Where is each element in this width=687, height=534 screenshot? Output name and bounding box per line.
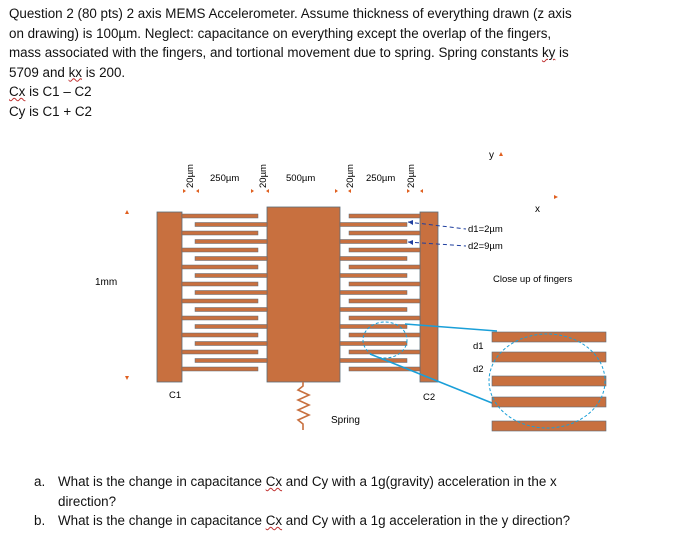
anchor-finger xyxy=(182,214,258,218)
anchor-finger xyxy=(182,248,258,252)
question-text-part: What is the change in capacitance xyxy=(58,474,266,489)
question-label: b. xyxy=(34,513,46,528)
mass-finger xyxy=(195,257,267,261)
dim-20um-4: 20µm xyxy=(406,164,417,188)
dim-20um-1: 20µm xyxy=(185,164,196,188)
anchor-finger xyxy=(182,333,258,337)
anchor-finger xyxy=(349,350,420,354)
closeup-title: Close up of fingers xyxy=(493,274,573,285)
dim-250um-2: 250µm xyxy=(366,173,396,184)
axis-y-arrow xyxy=(499,152,503,156)
anchor-finger xyxy=(182,231,258,235)
problem-statement xyxy=(9,4,681,121)
mass-finger xyxy=(195,342,267,346)
axis-x-label: x xyxy=(535,204,540,215)
anchor-finger xyxy=(349,214,420,218)
anchor-finger xyxy=(182,265,258,269)
anchor-finger xyxy=(349,231,420,235)
dim-1mm-arrow-top xyxy=(125,210,129,214)
dim-1mm: 1mm xyxy=(95,277,118,288)
mass-finger xyxy=(195,291,267,295)
d2-gap-label: d2=9µm xyxy=(468,241,503,252)
problem-line: Question 2 (80 pts) 2 axis MEMS Accelerometer. Assume thickness of everything drawn (z axis xyxy=(9,6,572,21)
anchor-finger xyxy=(182,367,258,371)
question-text-part: and Cy with a 1g acceleration in the y direction? xyxy=(282,513,571,528)
anchor-finger xyxy=(182,282,258,286)
anchor-finger xyxy=(182,350,258,354)
c2-label: C2 xyxy=(423,392,436,403)
right-anchor-c2 xyxy=(420,212,438,382)
cx-definition xyxy=(9,82,681,102)
c1-label: C1 xyxy=(169,390,182,401)
question-text xyxy=(58,472,674,511)
mass-finger xyxy=(195,359,267,363)
question-b xyxy=(34,511,674,531)
cx-symbol: Cx xyxy=(265,474,283,489)
mass-finger xyxy=(340,223,407,227)
anchor-finger xyxy=(182,299,258,303)
accelerometer-diagram xyxy=(0,140,687,470)
dim-20um-2: 20µm xyxy=(258,164,269,188)
anchor-finger xyxy=(349,333,420,337)
question-text-part: What is the change in capacitance xyxy=(58,513,266,528)
mass-finger xyxy=(340,257,407,261)
question-label: a. xyxy=(34,474,46,489)
question-text-part: direction? xyxy=(58,493,117,509)
closeup-finger xyxy=(492,376,606,386)
cx-symbol: Cx xyxy=(265,513,283,528)
anchor-finger xyxy=(349,299,420,303)
closeup-finger xyxy=(492,352,606,362)
dim-20um-3: 20µm xyxy=(345,164,356,188)
closeup-finger xyxy=(492,332,606,342)
problem-line xyxy=(9,43,681,63)
closeup-finger xyxy=(492,397,606,407)
mass-finger xyxy=(340,359,407,363)
problem-text: is 200. xyxy=(81,64,126,80)
spring-label: Spring xyxy=(331,415,360,426)
mass-finger xyxy=(340,291,407,295)
mass-finger xyxy=(195,274,267,278)
dim-1mm-arrow-bottom xyxy=(125,376,129,380)
cx-definition-text: is C1 – C2 xyxy=(25,84,92,99)
questions xyxy=(34,472,674,531)
closeup-finger xyxy=(492,421,606,431)
proof-mass xyxy=(267,207,340,382)
problem-line: on drawing) is 100µm. Neglect: capacitance on everything except the overlap of the fingers, xyxy=(9,25,552,41)
mass-finger xyxy=(340,274,407,278)
spring xyxy=(298,382,309,430)
left-anchor-c1 xyxy=(157,212,182,382)
spring-constant-ky: ky xyxy=(541,45,556,60)
dim-500um: 500µm xyxy=(286,173,316,184)
spring-constant-kx: kx xyxy=(68,64,82,80)
anchor-finger xyxy=(349,316,420,320)
closeup-d1-label: d1 xyxy=(473,341,484,352)
problem-line xyxy=(9,63,681,83)
anchor-finger xyxy=(182,316,258,320)
cx-symbol: Cx xyxy=(9,84,26,99)
anchor-finger xyxy=(349,265,420,269)
mass-finger xyxy=(195,325,267,329)
mass-finger xyxy=(340,342,407,346)
axis-y-label: y xyxy=(489,150,494,161)
mass-finger xyxy=(195,308,267,312)
mass-finger xyxy=(340,240,407,244)
problem-text: mass associated with the fingers, and tortional movement due to spring. Spring constants xyxy=(9,45,542,60)
axis-x-arrow xyxy=(554,195,558,199)
problem-text: is xyxy=(555,45,569,60)
problem-text: 5709 and xyxy=(9,64,69,80)
dimension-ticks xyxy=(183,189,423,193)
mass-finger xyxy=(195,240,267,244)
anchor-finger xyxy=(349,248,420,252)
closeup-d2-label: d2 xyxy=(473,364,484,375)
question-a xyxy=(34,472,674,511)
magnify-line-top xyxy=(405,324,497,331)
cy-definition: Cy is C1 + C2 xyxy=(9,103,92,119)
mass-finger xyxy=(340,308,407,312)
dim-250um-1: 250µm xyxy=(210,173,240,184)
d1-gap-label: d1=2µm xyxy=(468,224,503,235)
mass-finger xyxy=(195,223,267,227)
question-text-part: and Cy with a 1g(gravity) acceleration in the x xyxy=(282,474,557,489)
anchor-finger xyxy=(349,282,420,286)
question-text xyxy=(58,511,674,531)
